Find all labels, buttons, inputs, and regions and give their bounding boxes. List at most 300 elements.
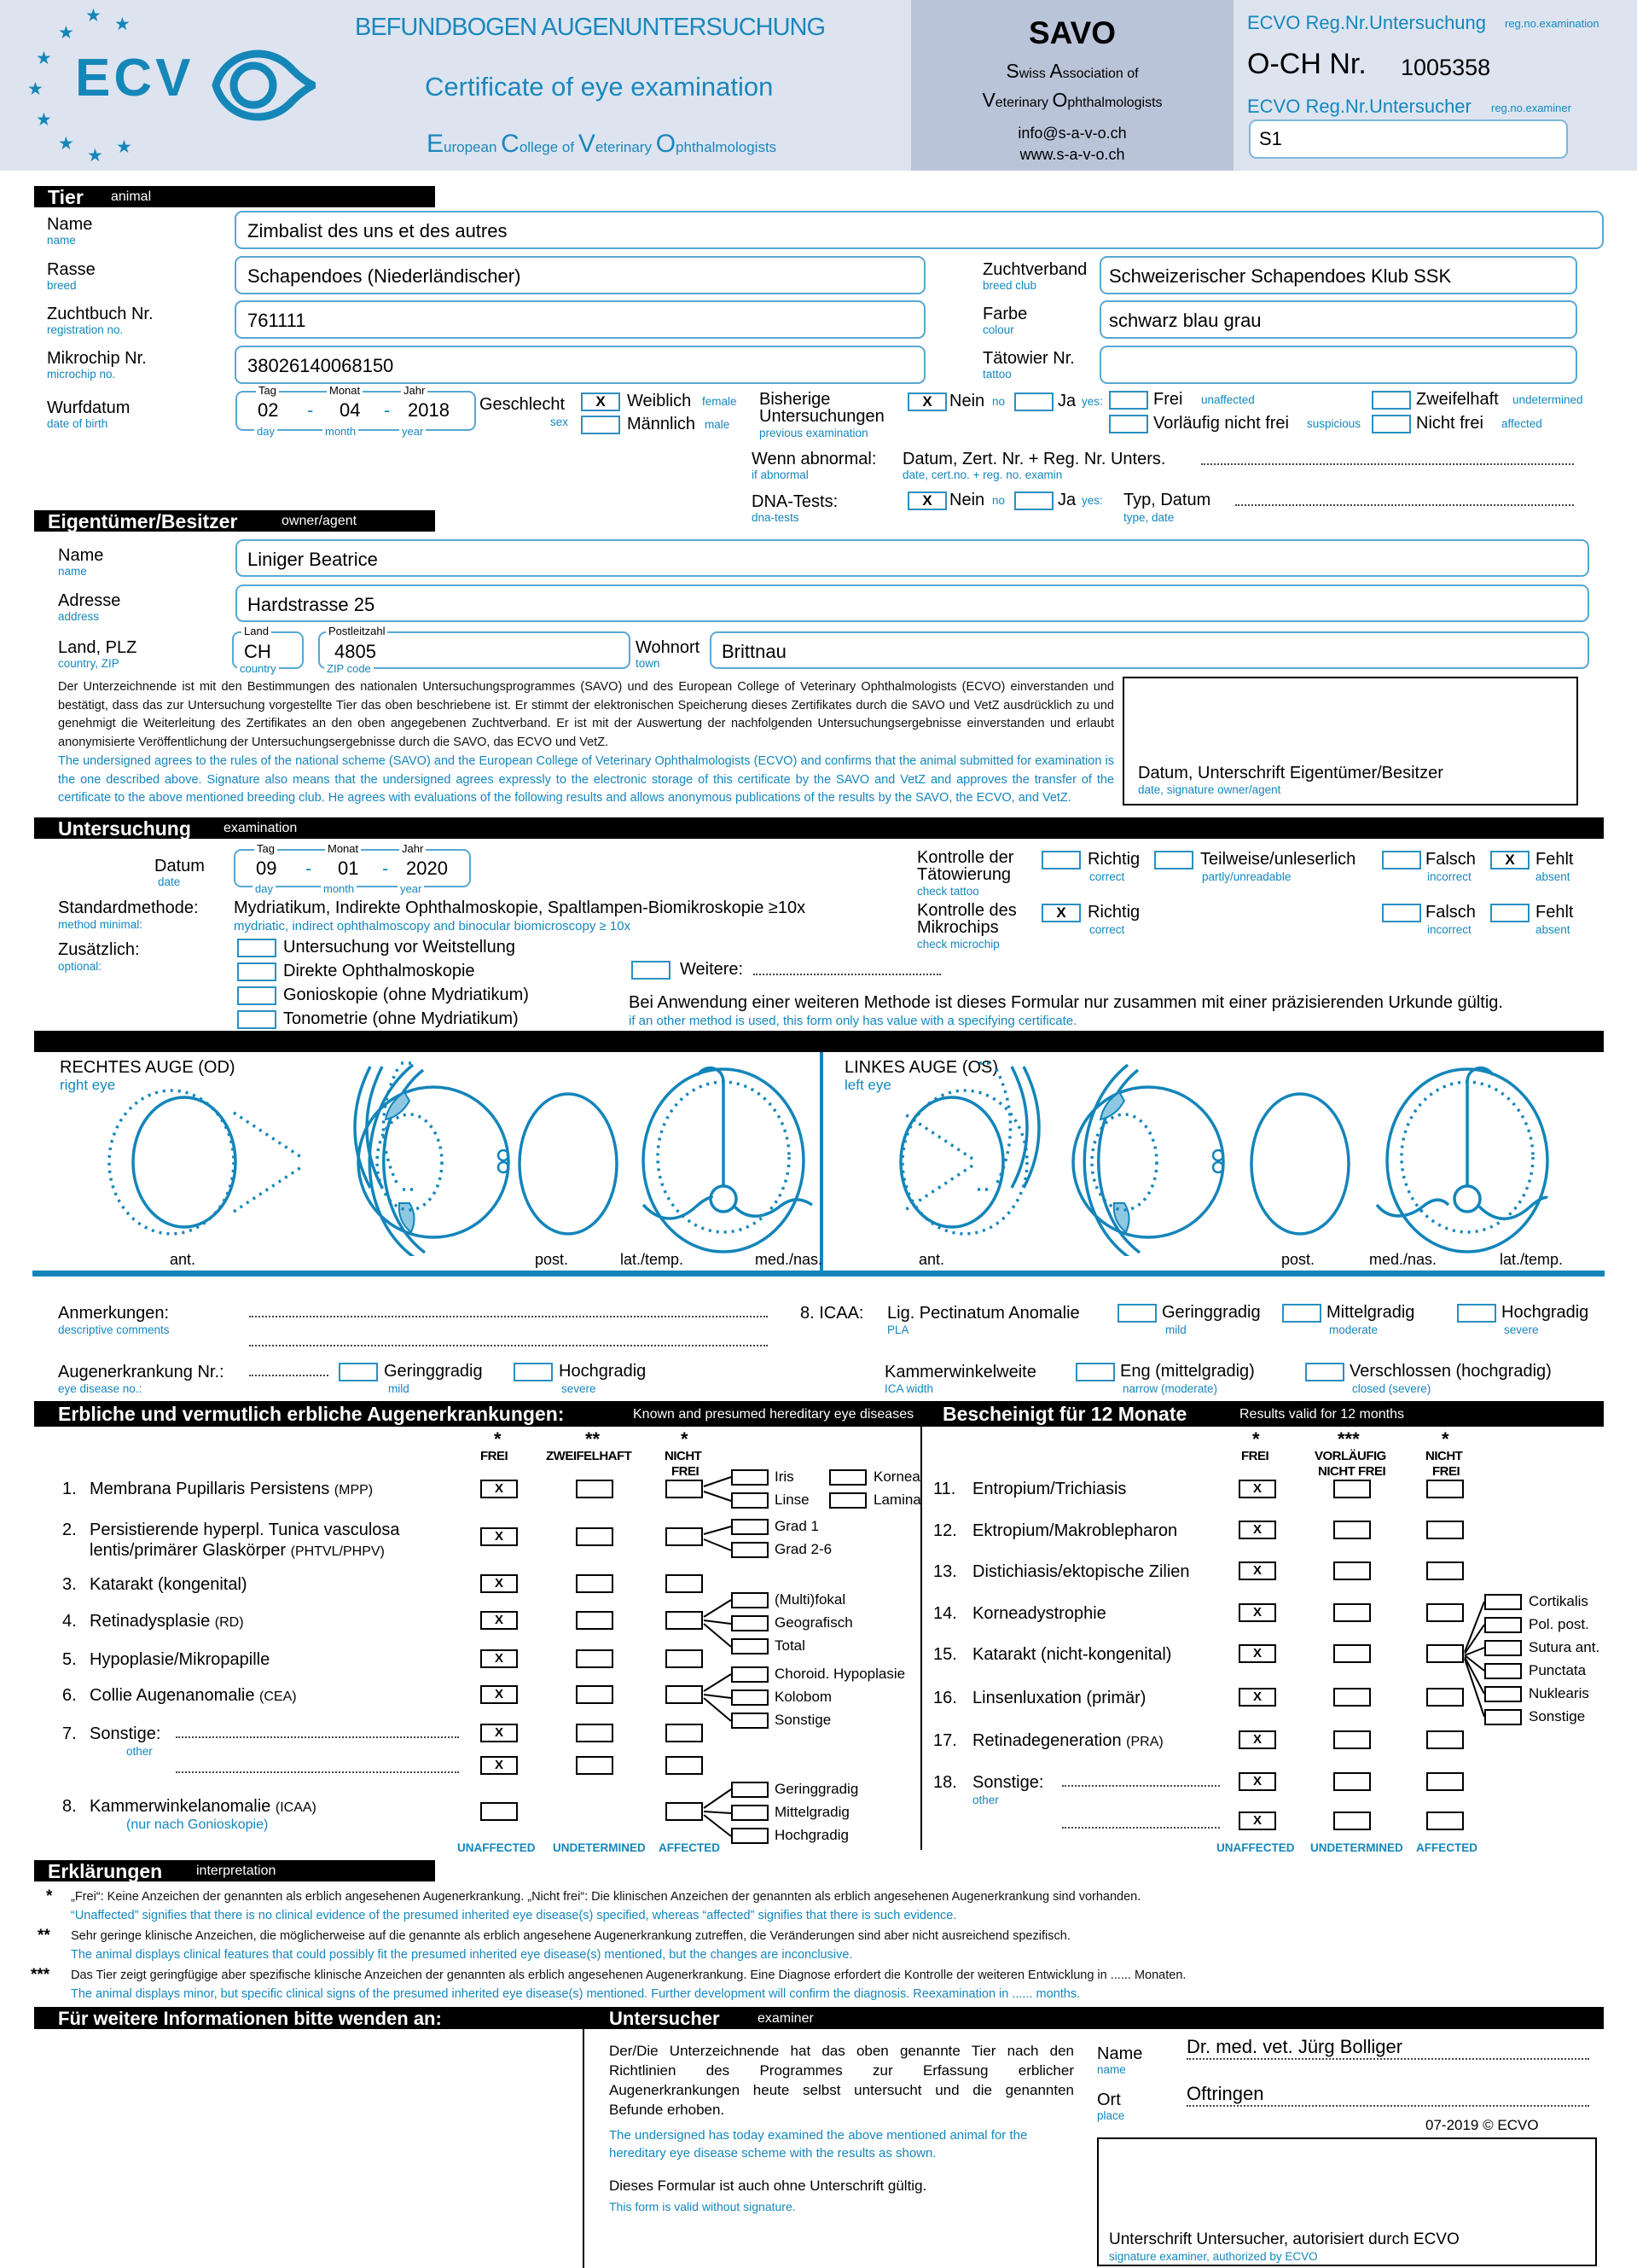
prev-zweifelhaft-label: Zweifelhaft (1416, 390, 1499, 409)
checkbox-mpp-iris[interactable] (731, 1469, 769, 1486)
checkbox-opt-direkte[interactable] (237, 962, 276, 981)
owner-name-sub: name (58, 565, 87, 578)
checkbox-kornea-frei[interactable]: X (1239, 1603, 1276, 1622)
checkbox-tattoo-richtig[interactable] (1042, 851, 1081, 869)
examiner-code-field[interactable] (1249, 119, 1568, 159)
disease-label-katarakt-kong: Katarakt (kongenital) (90, 1575, 247, 1594)
sonstige-r-fill-2[interactable] (1062, 1815, 1220, 1829)
checkbox-entropium-vnf[interactable] (1333, 1480, 1371, 1498)
left-eye-diagram[interactable] (826, 1060, 1604, 1256)
icaa8-mittel-label: Mittelgradig (775, 1804, 850, 1820)
diseases-bar-left-de: Erbliche und vermutlich erbliche Augenerkrankungen: (58, 1403, 565, 1425)
right-col-vorlaeufig2: NICHT FREI (1318, 1464, 1386, 1479)
checkbox-prev-yes[interactable] (1014, 393, 1054, 411)
footnote1-star: * (46, 1887, 53, 1905)
animal-name-value: Zimbalist des uns et des autres (247, 220, 508, 241)
animal-reg-label: Zuchtbuch Nr. (47, 305, 154, 323)
abnormal-sub: if abnormal (752, 468, 809, 481)
owner-signature-sub: date, signature owner/agent (1138, 783, 1281, 796)
checkbox-icaa8-hoch[interactable] (731, 1828, 769, 1844)
checkbox-sonstige2-frei[interactable]: X (480, 1756, 518, 1775)
checkbox-icaa-mittel[interactable] (1282, 1304, 1321, 1323)
disease-row (62, 1650, 77, 1670)
row-num: 7. (62, 1724, 77, 1743)
checkbox-opt-weitere[interactable] (631, 961, 670, 980)
animal-breed-label: Rasse (47, 260, 96, 279)
checkbox-mpp-nichtfrei[interactable] (665, 1480, 703, 1498)
logo-letters: ECV (75, 49, 194, 108)
checkbox-sex-female[interactable]: X (581, 393, 620, 411)
icaa-gering-label: Geringgradig (1162, 1303, 1261, 1322)
savo-seg: wiss (1019, 67, 1050, 81)
prev-no-sub: no (992, 395, 1006, 408)
phtvl-grad26-label: Grad 2-6 (775, 1541, 833, 1557)
mpp-iris-label: Iris (775, 1468, 794, 1485)
checkbox-katnk-nichtfrei[interactable] (1426, 1644, 1464, 1663)
checkbox-hypo-frei[interactable]: X (480, 1649, 518, 1668)
checkbox-distichiasis-vnf[interactable] (1333, 1561, 1371, 1580)
comments-label: Anmerkungen: (58, 1304, 170, 1323)
exam-bar-de: Untersuchung (58, 817, 191, 840)
standard-method-value: Mydriatikum, Indirekte Ophthalmoskopie, Spaltlampen-Biomikroskopie ≥10x (234, 898, 806, 917)
mpp-kornea-label: Kornea (874, 1468, 920, 1485)
sonstige-r-sub: other (972, 1794, 999, 1806)
animal-reg-field[interactable] (235, 300, 926, 339)
checkbox-mpp-linse[interactable] (731, 1492, 769, 1509)
row-num: 5. (62, 1650, 77, 1669)
checkbox-phtvl-frei[interactable]: X (480, 1527, 518, 1546)
abnormal-text-sub: date, cert.no. + reg. no. examin (903, 468, 1063, 481)
checkbox-sonstige-r1-vnf[interactable] (1333, 1772, 1371, 1791)
right-eye-label-post: post. (535, 1251, 569, 1268)
owner-address-field[interactable] (235, 584, 1589, 622)
och-label: O-CH Nr. (1247, 48, 1367, 80)
examiner-name-value: Dr. med. vet. Jürg Bolliger (1187, 2036, 1403, 2057)
town-value: Brittnau (722, 641, 787, 662)
disease-row (933, 1521, 957, 1541)
town-field[interactable] (710, 631, 1589, 669)
left-col-zweifelhaft: ZWEIFELHAFT (546, 1449, 632, 1463)
checkbox-mpp-lamina[interactable] (829, 1492, 867, 1509)
left-col-frei2: FREI (671, 1464, 699, 1479)
disease-row (62, 1686, 77, 1706)
checkbox-sonstige-r2-frei[interactable]: X (1239, 1811, 1276, 1830)
checkbox-eyedis-gering[interactable] (339, 1363, 378, 1381)
checkbox-rd-zweifelhaft[interactable] (576, 1611, 613, 1630)
prev-exam-sub: previous examination (759, 427, 868, 439)
left-eye-label-post: post. (1281, 1251, 1315, 1268)
checkbox-icaa-gering[interactable] (1117, 1304, 1157, 1323)
dna-yes-label: Ja (1058, 491, 1077, 509)
checkbox-katnk-polpost[interactable] (1484, 1617, 1522, 1633)
colour-sub: colour (983, 323, 1014, 336)
left-eye-sub: left eye (845, 1077, 891, 1093)
checkbox-distichiasis-nichtfrei[interactable] (1426, 1561, 1464, 1580)
town-sub: town (636, 657, 660, 670)
tattoo-label: Tätowier Nr. (983, 349, 1075, 368)
checkbox-sonstige-r2-nichtfrei[interactable] (1426, 1811, 1464, 1830)
checkbox-ica-eng[interactable] (1076, 1363, 1115, 1381)
checkbox-chip-richtig[interactable]: X (1042, 904, 1081, 922)
disease-row (62, 1724, 77, 1744)
tag: (MPP) (334, 1483, 374, 1497)
ica-eng-label: Eng (mittelgradig) (1120, 1362, 1255, 1381)
left-eye-label-lattemp: lat./temp. (1500, 1251, 1564, 1268)
checkbox-sex-male[interactable] (581, 416, 620, 434)
tag: (PHTVL/PHPV) (290, 1544, 385, 1559)
sex-sub: sex (550, 416, 569, 428)
left-col-star-zweifelhaft: ** (585, 1428, 601, 1450)
disease-row (62, 1575, 77, 1595)
checkbox-prev-frei[interactable] (1109, 391, 1148, 410)
exam-year-value: 2020 (406, 858, 448, 879)
comments-fill-line2[interactable] (249, 1333, 768, 1346)
checkbox-katnk-punctata[interactable] (1484, 1663, 1522, 1679)
checkbox-phtvl-zweifelhaft[interactable] (576, 1527, 613, 1546)
icaa-gonioskopie-sub: (nur nach Gonioskopie) (126, 1817, 269, 1832)
animal-bar-en: animal (111, 189, 152, 204)
tattoo-teilweise-label: Teilweise/unleserlich (1200, 850, 1356, 869)
chip-sub: microchip no. (47, 368, 116, 381)
katnk-sonstige-label: Sonstige (1529, 1708, 1586, 1724)
savo-seg: A (1049, 60, 1063, 82)
disease-label-cea (90, 1686, 297, 1706)
checkbox-chip-fehlt[interactable] (1490, 904, 1530, 922)
owner-name-label: Name (58, 546, 104, 565)
checkbox-eyedis-hoch[interactable] (514, 1363, 553, 1381)
mpp-linse-label: Linse (775, 1492, 810, 1508)
savo-name: SAVO (1028, 15, 1117, 50)
weitere-fill-line[interactable] (753, 960, 941, 975)
owner-country-label: Land, PLZ (58, 638, 137, 657)
chip-value: 38026140068150 (247, 355, 394, 376)
comments-fill-line1[interactable] (249, 1304, 768, 1317)
left-col-star-frei: * (494, 1428, 502, 1450)
icaa-sub: PLA (887, 1323, 909, 1336)
checkbox-sonstige1-frei[interactable]: X (480, 1724, 518, 1742)
disease-label-linsenluxation: Linsenluxation (primär) (972, 1689, 1146, 1707)
checkbox-hypo-nichtfrei[interactable] (665, 1649, 703, 1668)
checkbox-icaa8-gering[interactable] (731, 1782, 769, 1798)
checkbox-linsenlux-nichtfrei[interactable] (1426, 1688, 1464, 1707)
checkbox-hypo-zweifelhaft[interactable] (576, 1649, 613, 1668)
checkbox-cea-sonstige[interactable] (731, 1713, 769, 1729)
exam-date-sub: date (158, 875, 181, 888)
left-eye-label-ant: ant. (919, 1251, 945, 1268)
icaa-mittel-label: Mittelgradig (1326, 1303, 1415, 1322)
tag: (CEA) (259, 1689, 297, 1704)
disease-label-korneadystrophie: Korneadystrophie (972, 1604, 1106, 1623)
diseases-bar-right-en: Results valid for 12 months (1239, 1407, 1404, 1422)
form-title-de: BEFUNDBOGEN AUGENUNTERSUCHUNG (355, 14, 826, 41)
form-title-en: Certificate of eye examination (425, 72, 774, 102)
right-eye-diagram[interactable] (32, 1060, 817, 1256)
chip-check-label1: Kontrolle des (917, 901, 1017, 920)
checkbox-prev-vorlaeufig[interactable] (1109, 415, 1148, 433)
disease-label-katarakt-nk: Katarakt (nicht-kongenital) (972, 1645, 1172, 1664)
org-name (427, 130, 776, 159)
right-eye-label-ant: ant. (170, 1251, 196, 1268)
checkbox-linsenlux-frei[interactable]: X (1239, 1688, 1276, 1707)
checkbox-prev-no[interactable]: X (908, 393, 947, 411)
valid-without-signature-en: This form is valid without signature. (609, 2200, 796, 2213)
footnote3-en: The animal displays minor, but specific clinical signs of the presumed inherited eye disease(s) mentioned. Further development will confirm the diagnosis. Reexamination in ...... months. (71, 1987, 1081, 2001)
disease-row (933, 1480, 955, 1499)
dob-month-value: 04 (340, 399, 361, 421)
footnote2-de: Sehr geringe klinische Anzeichen, die möglicherweise auf die genannte als erblich angesehene Augenerkrankung zutreffen, die Veränderungen sind aber nicht ausreichend spezifisch. (71, 1929, 1071, 1943)
label: lentis/primärer Glaskörper (90, 1541, 291, 1560)
disease-row (933, 1645, 957, 1665)
rd-multifokal-label: (Multi)fokal (775, 1591, 846, 1608)
checkbox-icaa-hoch[interactable] (1457, 1304, 1496, 1323)
checkbox-icaa8-frei[interactable] (480, 1802, 518, 1821)
dob-label: Wurfdatum (47, 398, 131, 417)
checkbox-phtvl-nichtfrei[interactable] (665, 1527, 703, 1546)
checkbox-cea-frei[interactable]: X (480, 1685, 518, 1704)
examiner-place-sub: place (1097, 2109, 1125, 2122)
dob-sub: date of birth (47, 417, 108, 430)
sonstige-fill-1[interactable] (176, 1724, 459, 1738)
star-icon: ★ (58, 23, 74, 43)
checkbox-cea-choroid[interactable] (731, 1666, 769, 1683)
checkbox-rd-nichtfrei[interactable] (665, 1611, 703, 1630)
checkbox-ektropium-frei[interactable]: X (1239, 1521, 1276, 1539)
owner-address-value: Hardstrasse 25 (247, 594, 375, 615)
eye-disease-fill[interactable] (249, 1363, 328, 1376)
checkbox-tattoo-falsch[interactable] (1382, 851, 1421, 869)
other-method-note-de: Bei Anwendung einer weiteren Methode ist dieses Formular nur zusammen mit einer präzisierenden Urkunde gültig. (629, 993, 1503, 1012)
org-seg: eterinary (595, 139, 656, 155)
checkbox-entropium-nichtfrei[interactable] (1426, 1480, 1464, 1498)
checkbox-katnk-cortikalis[interactable] (1484, 1594, 1522, 1610)
dob-sep: - (307, 399, 314, 421)
checkbox-dna-no[interactable]: X (908, 491, 947, 510)
country-top-label: Land (241, 625, 271, 637)
left-eye-title: LINKES AUGE (OS) (845, 1058, 999, 1077)
katnk-punctata-label: Punctata (1529, 1662, 1587, 1678)
sex-label: Geschlecht (479, 395, 566, 414)
checkbox-pra-frei[interactable]: X (1239, 1730, 1276, 1749)
dna-text: Typ, Datum (1123, 491, 1211, 509)
star-icon: ★ (114, 15, 131, 34)
eyedis-gering-label: Geringgradig (384, 1362, 483, 1381)
owner-name-field[interactable] (235, 539, 1589, 577)
animal-reg-sub: registration no. (47, 323, 124, 336)
prev-yes-sub: yes: (1082, 395, 1103, 408)
eye-divider (820, 1052, 823, 1276)
footer-bar-mid-de: Untersucher (609, 2008, 720, 2029)
disease-row (62, 1521, 77, 1540)
prev-frei-sub: unaffected (1201, 393, 1255, 406)
checkbox-mpp-zweifelhaft[interactable] (576, 1480, 613, 1498)
mpp-lamina-label: Lamina (874, 1492, 921, 1508)
label: Collie Augenanomalie (90, 1686, 260, 1705)
examiner-place-line[interactable] (1187, 2093, 1589, 2107)
katnk-cortikalis-label: Cortikalis (1529, 1593, 1588, 1609)
checkbox-katkong-frei[interactable]: X (480, 1574, 518, 1593)
checkbox-ektropium-nichtfrei[interactable] (1426, 1521, 1464, 1539)
checkbox-tattoo-teilweise[interactable] (1154, 851, 1193, 869)
org-seg: uropean (444, 139, 502, 155)
rd-total-label: Total (775, 1637, 805, 1654)
checkbox-sonstige2-zweifelhaft[interactable] (576, 1756, 613, 1775)
checkbox-tattoo-fehlt[interactable]: X (1490, 851, 1530, 869)
row-num: 12. (933, 1521, 957, 1540)
checkbox-prev-zweifelhaft[interactable] (1372, 391, 1411, 410)
prev-yes-label: Ja (1058, 392, 1077, 410)
optional-sub: optional: (58, 960, 102, 973)
disease-label-ektropium: Ektropium/Makroblepharon (972, 1521, 1178, 1540)
exam-date-sep: - (382, 858, 389, 879)
checkbox-pra-nichtfrei[interactable] (1426, 1730, 1464, 1749)
checkbox-dna-yes[interactable] (1014, 491, 1054, 510)
sonstige-fill-2[interactable] (176, 1759, 459, 1773)
dob-sep: - (384, 399, 391, 421)
left-footer-undetermined: UNDETERMINED (553, 1841, 646, 1854)
icaa8-gering-label: Geringgradig (775, 1781, 859, 1797)
star-icon: ★ (58, 134, 74, 154)
checkbox-icaa8-mittel[interactable] (731, 1805, 769, 1821)
checkbox-cea-kolobom[interactable] (731, 1689, 769, 1706)
chip-check-label2: Mikrochips (917, 918, 999, 937)
row-num: 1. (62, 1480, 77, 1498)
checkbox-kornea-vnf[interactable] (1333, 1603, 1371, 1622)
right-eye-title: RECHTES AUGE (OD) (60, 1058, 235, 1077)
checkbox-sonstige1-nichtfrei[interactable] (665, 1724, 703, 1742)
checkbox-icaa8-affected[interactable] (665, 1802, 703, 1821)
consent-text-de: Der Unterzeichnende ist mit den Bestimmungen des nationalen Untersuchungsprogrammes (SAVO) und des European College of Veterinary Ophthalmologists (ECVO) einverstanden und bestätigt, dass das zur Untersuchung vorgestellte Tier das oben beschriebene ist. Er stimmt der elektronischen Speicherung dieses Zertifikates durch die SAVO und VetZ ausdrücklich zu und genehmigt die Weiterleitung des Zertifikates an den oben angegebenen Zuchtverband. Er ist mit der Auswertung der nachfolgenden Untersuchungsergebnisse einverstanden und erlaubt anonymisierte Veröffentlichung der Untersuchungsergebnisse durch die SAVO, das ECVO und VetZ. (58, 680, 1114, 749)
disease-label-phtvl-2 (90, 1541, 385, 1561)
dob-year-value: 2018 (408, 399, 450, 421)
checkbox-opt-gonioskopie[interactable] (237, 986, 276, 1005)
sonstige-r-fill-1[interactable] (1062, 1773, 1220, 1787)
town-label: Wohnort (636, 638, 700, 657)
examiner-declaration-en: The undersigned has today examined the above mentioned animal for the hereditary eye disease scheme with the results as shown. (609, 2128, 1028, 2160)
checkbox-sonstige-r1-frei[interactable]: X (1239, 1772, 1276, 1791)
checkbox-distichiasis-frei[interactable]: X (1239, 1561, 1276, 1580)
row-num: 3. (62, 1575, 77, 1594)
tattoo-field[interactable] (1100, 346, 1577, 384)
checkbox-katnk-nuklearis[interactable] (1484, 1686, 1522, 1702)
savo-web: www.s-a-v-o.ch (1019, 146, 1125, 163)
checkbox-cea-zweifelhaft[interactable] (576, 1685, 613, 1704)
checkbox-opt-tonometrie[interactable] (237, 1010, 276, 1029)
ica-verschlossen-label: Verschlossen (hochgradig) (1350, 1362, 1552, 1381)
row-num: 17. (933, 1731, 957, 1750)
checkbox-katnk-vnf[interactable] (1333, 1644, 1371, 1663)
checkbox-sonstige1-zweifelhaft[interactable] (576, 1724, 613, 1742)
owner-address-sub: address (58, 610, 100, 623)
disease-row (933, 1731, 957, 1751)
exam-date-label: Datum (154, 857, 205, 875)
abnormal-fill-line[interactable] (1201, 450, 1574, 465)
row-num: 6. (62, 1686, 77, 1705)
checkbox-sonstige-r2-vnf[interactable] (1333, 1811, 1371, 1830)
left-col-nicht: NICHT (665, 1449, 702, 1463)
checkbox-katnk-frei[interactable]: X (1239, 1644, 1276, 1663)
prev-nichtfrei-sub: affected (1501, 417, 1542, 430)
right-col-nicht: NICHT (1425, 1449, 1463, 1463)
dna-fill-line[interactable] (1235, 491, 1574, 506)
checkbox-sonstige-r1-nichtfrei[interactable] (1426, 1772, 1464, 1791)
katnk-nuklearis-label: Nuklearis (1529, 1685, 1589, 1701)
checkbox-katnk-sutura[interactable] (1484, 1640, 1522, 1656)
dna-no-sub: no (992, 494, 1006, 507)
exam-bar-en: examination (223, 821, 298, 835)
right-col-star-nichtfrei: * (1442, 1428, 1449, 1450)
footer-bar-mid-en: examiner (758, 2011, 814, 2026)
chip-falsch-sub: incorrect (1427, 923, 1472, 936)
disease-label-icaa (90, 1797, 316, 1817)
checkbox-pra-vnf[interactable] (1333, 1730, 1371, 1749)
checkbox-opt-weitstellung[interactable] (237, 939, 276, 957)
checkbox-phtvl-grad26[interactable] (731, 1542, 769, 1558)
owner-address-label: Adresse (58, 591, 121, 610)
valid-without-signature-de: Dieses Formular ist auch ohne Unterschrift gültig. (609, 2178, 927, 2194)
ica-eng-sub: narrow (moderate) (1123, 1382, 1218, 1395)
examiner-name-label: Name (1097, 2044, 1143, 2063)
examiner-name-line[interactable] (1187, 2046, 1589, 2060)
right-footer-undetermined: UNDETERMINED (1310, 1841, 1403, 1854)
checkbox-chip-falsch[interactable] (1382, 904, 1421, 922)
star-icon: ★ (27, 79, 44, 99)
checkbox-mpp-kornea[interactable] (829, 1469, 867, 1486)
left-col-star-nichtfrei: * (681, 1428, 688, 1450)
footer-bar-left: Für weitere Informationen bitte wenden an: (58, 2008, 442, 2029)
checkbox-mpp-frei[interactable]: X (480, 1480, 518, 1498)
checkbox-rd-geografisch[interactable] (731, 1615, 769, 1631)
examiner-place-label: Ort (1097, 2091, 1121, 2109)
checkbox-entropium-frei[interactable]: X (1239, 1480, 1276, 1498)
sex-female-label: Weiblich (627, 392, 692, 410)
checkbox-cea-nichtfrei[interactable] (665, 1685, 703, 1704)
examiner-code-value: S1 (1259, 128, 1282, 149)
row-num: 2. (62, 1521, 77, 1539)
checkbox-rd-frei[interactable]: X (480, 1611, 518, 1630)
right-footer-affected: AFFECTED (1416, 1841, 1477, 1854)
star-icon: ★ (85, 6, 102, 26)
animal-reg-value: 761111 (247, 310, 306, 331)
icaa-hoch-label: Hochgradig (1501, 1303, 1589, 1322)
sex-male-label: Männlich (627, 415, 696, 433)
diseases-column-divider (920, 1427, 922, 1850)
opt-weitstellung-label: Untersuchung vor Weitstellung (283, 938, 515, 957)
checkbox-rd-total[interactable] (731, 1638, 769, 1654)
checkbox-linsenlux-vnf[interactable] (1333, 1688, 1371, 1707)
checkbox-prev-nichtfrei[interactable] (1372, 415, 1411, 433)
checkbox-rd-multifokal[interactable] (731, 1592, 769, 1608)
org-seg: ollege of (519, 139, 578, 155)
checkbox-sonstige2-nichtfrei[interactable] (665, 1756, 703, 1775)
checkbox-katnk-sonstige[interactable] (1484, 1709, 1522, 1725)
checkbox-phtvl-grad1[interactable] (731, 1519, 769, 1535)
animal-bar-de: Tier (48, 186, 84, 208)
org-seg: C (501, 130, 520, 158)
footnote2-en: The animal displays clinical features that could possibly fit the presumed inherited eye disease(s) mentioned, but the changes are inconclusive. (71, 1948, 853, 1962)
checkbox-katkong-nichtfrei[interactable] (665, 1574, 703, 1593)
right-col-star-vorlaeufig: *** (1338, 1428, 1360, 1450)
row-num: 16. (933, 1689, 957, 1707)
exam-day-value: 09 (256, 858, 277, 879)
chip-fehlt-label: Fehlt (1535, 903, 1574, 922)
opt-tonometrie-label: Tonometrie (ohne Mydriatikum) (283, 1009, 519, 1028)
checkbox-katkong-zweifelhaft[interactable] (576, 1574, 613, 1593)
prev-no-label: Nein (949, 392, 985, 410)
checkbox-ica-verschlossen[interactable] (1305, 1363, 1344, 1381)
checkbox-ektropium-vnf[interactable] (1333, 1521, 1371, 1539)
prev-vorlaeufig-label: Vorläufig nicht frei (1153, 414, 1289, 433)
checkbox-kornea-nichtfrei[interactable] (1426, 1603, 1464, 1622)
